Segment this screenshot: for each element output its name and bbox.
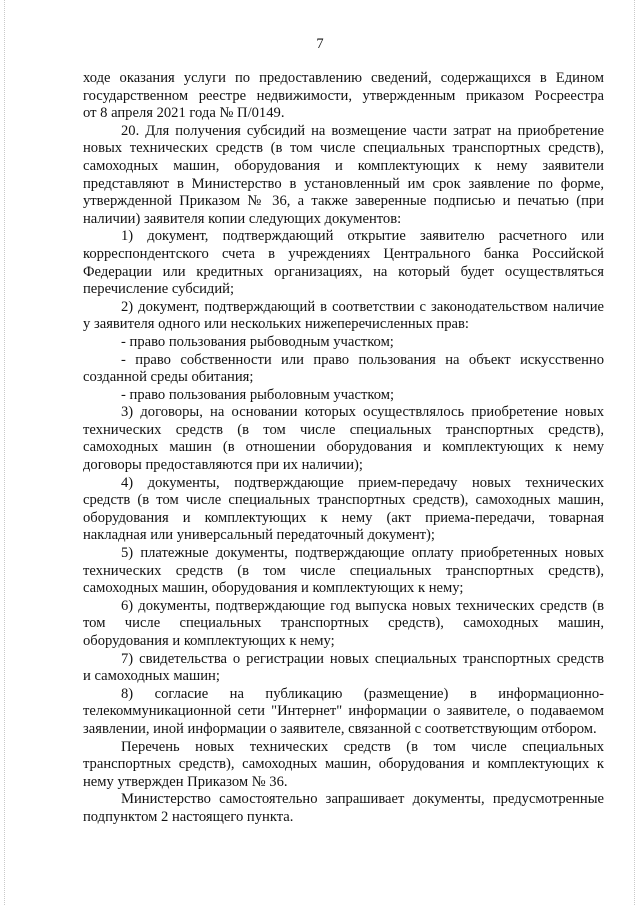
page-left-edge — [4, 0, 6, 905]
text-line: 2) документ, подтверждающий в соответствии с законодательством наличие — [121, 298, 604, 315]
page-right-edge — [634, 0, 636, 905]
text-line: 8) согласие на публикацию (размещение) в информационно- — [121, 685, 604, 702]
text-line: 5) платежные документы, подтверждающие оплату приобретенных новых — [121, 545, 604, 562]
paragraph-clause-20 — [83, 123, 604, 229]
text-line: телекоммуникационной сети "Интернет" информации о заявителе, о подаваемом — [83, 703, 604, 720]
text-line: Перечень новых технических средств (в том числе специальных — [121, 738, 604, 755]
text-line: новых технических средств (в том числе специальных транспортных средств), — [83, 140, 604, 157]
text-line: транспортных средств), самоходных машин, оборудования и комплектующих к — [83, 756, 604, 773]
text-line: нему утвержден Приказом № 36. — [83, 773, 288, 790]
text-line: наличии) заявителя копии следующих документов: — [83, 210, 402, 227]
paragraph-right-water — [83, 334, 604, 352]
text-line: созданной среды обитания; — [83, 369, 254, 386]
paragraph-item-4 — [83, 475, 604, 545]
text-line: - право пользования рыбоводным участком; — [121, 333, 394, 350]
text-line: от 8 апреля 2021 года № П/0149. — [83, 105, 285, 122]
paragraph-item-5 — [83, 545, 604, 598]
text-line: у заявителя одного или нескольких нижеперечисленных прав: — [83, 316, 469, 333]
text-line: заявлении, иной информации о заявителе, связанной с соответствующим отбором. — [83, 720, 597, 737]
paragraph-item-6 — [83, 598, 604, 651]
paragraph-item-8 — [83, 686, 604, 739]
paragraph-right-property — [83, 352, 604, 387]
text-line: представляют в Министерство в установленный им срок заявление по форме, — [83, 175, 604, 192]
text-line: и самоходных машин; — [83, 668, 220, 685]
paragraph-right-fishing — [83, 387, 604, 405]
text-line: том числе специальных транспортных средств), самоходных машин, — [83, 615, 604, 632]
text-line: - право пользования рыболовным участком; — [121, 386, 395, 403]
paragraph-list-approval — [83, 739, 604, 792]
text-line: оборудования и комплектующих к нему; — [83, 633, 335, 649]
text-line: корреспондентского счета в учреждениях Центрального банка Российской — [83, 245, 604, 262]
paragraph-item-7 — [83, 651, 604, 686]
text-line: 7) свидетельства о регистрации новых специальных транспортных средств — [121, 650, 604, 667]
text-line: технических средств (в том числе специальных транспортных средств), — [83, 421, 604, 438]
text-line: самоходных машин, оборудования и комплектующих к нему; — [83, 580, 464, 597]
text-line: утвержденной Приказом № 36, а также заверенные подписью и печатью (при — [83, 193, 604, 210]
paragraph-continuation — [83, 70, 604, 123]
paragraph-item-2 — [83, 299, 604, 334]
text-line: Министерство самостоятельно запрашивает документы, предусмотренные — [121, 791, 604, 808]
text-line: оборудования и комплектующих к нему (акт приема-передачи, товарная — [83, 509, 604, 526]
text-line: технических средств (в том числе специальных транспортных средств), — [83, 562, 604, 579]
text-line: 20. Для получения субсидий на возмещение части затрат на приобретение — [121, 122, 604, 139]
text-line: перечисление субсидий; — [83, 281, 235, 298]
text-line: накладная или универсальный передаточный документ); — [83, 527, 435, 544]
text-line: Федерации или кредитных организациях, на который будет осуществляться — [83, 263, 604, 280]
text-line: 3) договоры, на основании которых осуществлялось приобретение новых — [121, 404, 604, 421]
text-line: подпунктом 2 настоящего пункта. — [83, 808, 294, 825]
text-line: государственном реестре недвижимости, утвержденным приказом Росреестра — [83, 87, 604, 104]
document-body — [83, 70, 604, 827]
text-line: - право собственности или право пользования на объект искусственно — [121, 351, 604, 368]
text-line: 6) документы, подтверждающие год выпуска новых технических средств (в — [121, 597, 604, 614]
text-line: 4) документы, подтверждающие прием-передачу новых технических — [121, 474, 604, 491]
paragraph-ministry-request — [83, 791, 604, 826]
text-line: ходе оказания услуги по предоставлению сведений, содержащихся в Едином — [83, 70, 604, 86]
paragraph-item-1 — [83, 228, 604, 298]
text-line: средств (в том числе специальных транспортных средств), самоходных машин, — [83, 492, 604, 509]
page-number: 7 — [316, 36, 324, 52]
paragraph-item-3 — [83, 404, 604, 474]
text-line: самоходных машин (в отношении оборудования и комплектующих к нему — [83, 439, 604, 456]
text-line: 1) документ, подтверждающий открытие заявителю расчетного или — [121, 228, 604, 245]
text-line: самоходных машин, оборудования и комплектующих к нему заявители — [83, 157, 604, 174]
text-line: договоры предоставляются при их наличии); — [83, 457, 363, 474]
